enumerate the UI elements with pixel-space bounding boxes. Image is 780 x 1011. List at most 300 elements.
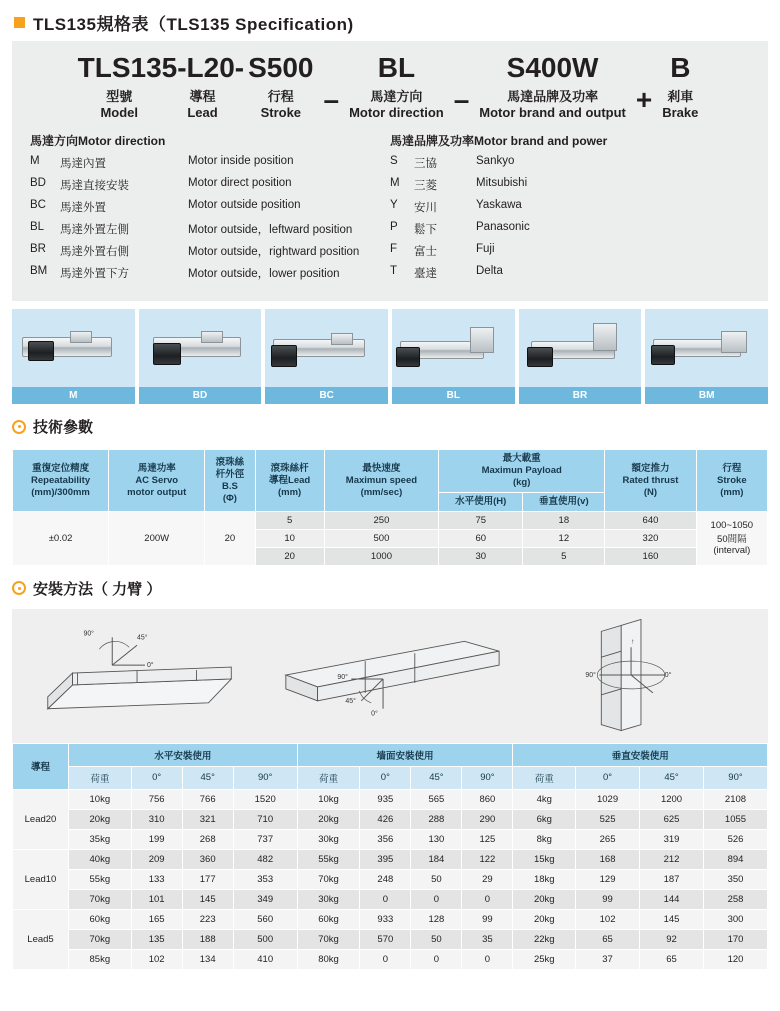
table-row	[13, 949, 768, 969]
cell-load-v: 6kg	[513, 809, 576, 829]
th-angle-w-45: 45°	[411, 766, 462, 789]
th-line: Rated thrust	[622, 474, 679, 486]
bullet-ring-icon	[12, 581, 26, 595]
th-angle-h-45: 45°	[182, 766, 233, 789]
model-code-value: TLS135-L20-	[77, 52, 245, 83]
separator-dash-1: –	[323, 84, 340, 116]
cell-w-0: 0	[360, 949, 411, 969]
legend-cn: 馬達外置左側	[60, 224, 129, 237]
angle-label: 45°	[345, 697, 356, 705]
th-stroke	[696, 450, 767, 512]
legend-abbr: M	[30, 155, 40, 168]
table-row	[13, 889, 768, 909]
cell-speed: 250	[324, 511, 438, 529]
th-line: 重復定位精度	[32, 462, 90, 474]
cell-thrust: 320	[605, 529, 696, 547]
cell-v-45: 625	[640, 809, 704, 829]
model-code-brake	[658, 53, 702, 120]
cell-payload-v: 12	[523, 529, 605, 547]
table-row	[13, 809, 768, 829]
tech-section-title	[8, 404, 772, 443]
cell-w-90: 35	[462, 929, 513, 949]
cell-v-0: 168	[576, 849, 640, 869]
cell-v-0: 37	[576, 949, 640, 969]
th-line: 行程	[722, 462, 742, 474]
brake-code-value: B	[670, 52, 691, 83]
diagram-vertical-mount	[514, 617, 762, 737]
cell-h-0: 101	[131, 889, 182, 909]
th-line: Repeatability	[31, 474, 91, 486]
brake-label-en: Brake	[662, 105, 699, 121]
cell-load-h: 20kg	[69, 809, 132, 829]
cell-load-v: 25kg	[513, 949, 576, 969]
cell-h-90: 349	[233, 889, 297, 909]
th-angle-v-45: 45°	[640, 766, 704, 789]
cell-load-v: 22kg	[513, 929, 576, 949]
th-line: (mm)/300mm	[31, 486, 90, 498]
cell-lead: 5	[255, 511, 324, 529]
cell-w-90: 0	[462, 889, 513, 909]
cell-stroke	[696, 511, 767, 565]
legend-item	[390, 221, 750, 237]
th-line: 導程Lead	[269, 474, 311, 486]
th-ball-screw	[205, 450, 255, 512]
legend-motor-brand	[390, 132, 750, 287]
actuator-image	[519, 309, 642, 387]
photo-caption: BC	[265, 387, 388, 404]
arm-load-table	[12, 743, 768, 970]
bullet-ring-icon	[12, 420, 26, 434]
cell-h-90: 560	[233, 909, 297, 929]
cell-load-w: 70kg	[297, 869, 360, 889]
brand-label-cn: 馬達品牌及功率	[507, 89, 599, 105]
th-group-vertical: 垂直安裝使用	[513, 743, 768, 766]
model-label-cn: 型號	[106, 89, 133, 105]
cell-v-45: 1200	[640, 789, 704, 809]
cell-load-v: 4kg	[513, 789, 576, 809]
cell-w-45: 130	[411, 829, 462, 849]
table-subheader-row	[13, 766, 768, 789]
photo-caption: BR	[519, 387, 642, 404]
stroke-line: 50間隔	[717, 534, 747, 546]
install-section-title	[8, 566, 772, 605]
cell-load-w: 80kg	[297, 949, 360, 969]
cell-h-0: 756	[131, 789, 182, 809]
cell-v-45: 187	[640, 869, 704, 889]
cell-lead: 10	[255, 529, 324, 547]
th-line: (mm)	[720, 486, 744, 498]
legend-cn: 安川	[414, 202, 437, 215]
install-diagrams	[18, 617, 762, 737]
legend-en: Motor outside position	[188, 199, 301, 212]
legend-en: Motor outside，lower position	[188, 268, 340, 281]
table-row	[13, 511, 768, 529]
legend-abbr: F	[390, 243, 398, 256]
legend-motor-direction	[30, 132, 390, 287]
legend-cn: 馬達外置	[60, 202, 106, 215]
diagram-vertical-svg	[514, 617, 762, 737]
th-angle-w-90: 90°	[462, 766, 513, 789]
cell-v-45: 212	[640, 849, 704, 869]
th-line: (Φ)	[222, 492, 237, 504]
legend-item	[30, 177, 390, 193]
table-group-header-row	[13, 743, 768, 766]
stroke-line: 100~1050	[710, 520, 754, 532]
actuator-photo-m	[12, 309, 135, 404]
lead-label-cn: 導程	[189, 89, 216, 105]
cell-h-90: 1520	[233, 789, 297, 809]
stroke-code-value: S500	[248, 52, 314, 83]
cell-w-45: 288	[411, 809, 462, 829]
th-rated-thrust	[605, 450, 696, 512]
th-line: Maximun speed	[345, 474, 418, 486]
legend-en: Delta	[476, 265, 503, 278]
cell-payload-v: 5	[523, 547, 605, 565]
th-line: B.S	[221, 480, 238, 492]
legend-cn: 臺達	[414, 268, 437, 281]
th-line: (mm/sec)	[360, 486, 403, 498]
cell-lead-group: Lead20	[13, 789, 69, 849]
legend-brand-title: 馬達品牌及功率Motor brand and power	[390, 134, 608, 149]
legend-en: Yaskawa	[476, 199, 522, 212]
legend-abbr: S	[390, 155, 398, 168]
cell-w-0: 933	[360, 909, 411, 929]
cell-w-90: 0	[462, 949, 513, 969]
cell-w-0: 570	[360, 929, 411, 949]
cell-h-0: 199	[131, 829, 182, 849]
table-row	[13, 909, 768, 929]
th-load-w: 荷重	[297, 766, 360, 789]
cell-v-45: 145	[640, 909, 704, 929]
photo-caption: BD	[139, 387, 262, 404]
cell-h-90: 500	[233, 929, 297, 949]
actuator-photo-bd	[139, 309, 262, 404]
legend-en: Motor inside position	[188, 155, 294, 168]
cell-h-0: 165	[131, 909, 182, 929]
cell-w-90: 125	[462, 829, 513, 849]
cell-w-45: 184	[411, 849, 462, 869]
diagram-horizontal-svg	[18, 617, 266, 737]
photo-caption: M	[12, 387, 135, 404]
diagram-wall-mount	[266, 617, 514, 737]
cell-load-v: 8kg	[513, 829, 576, 849]
cell-h-45: 145	[182, 889, 233, 909]
cell-w-0: 395	[360, 849, 411, 869]
cell-h-45: 177	[182, 869, 233, 889]
cell-h-90: 410	[233, 949, 297, 969]
cell-load-w: 30kg	[297, 829, 360, 849]
legend-abbr: Y	[390, 199, 398, 212]
cell-load-w: 55kg	[297, 849, 360, 869]
model-code-stroke	[244, 53, 317, 120]
legend-en: Sankyo	[476, 155, 515, 168]
cell-v-45: 319	[640, 829, 704, 849]
legend-item	[390, 155, 750, 171]
th-line: (kg)	[512, 477, 531, 489]
model-code-direction	[345, 53, 448, 120]
model-code-model	[78, 53, 245, 120]
angle-label: 90°	[83, 630, 94, 638]
cell-speed: 500	[324, 529, 438, 547]
cell-h-90: 353	[233, 869, 297, 889]
th-line: Stroke	[717, 474, 747, 486]
actuator-image	[265, 309, 388, 387]
th-angle-w-0: 0°	[360, 766, 411, 789]
install-section-title-text: 安裝方法（ 力臂 ）	[33, 580, 162, 598]
cell-v-90: 2108	[703, 789, 767, 809]
cell-h-45: 188	[182, 929, 233, 949]
cell-payload-h: 30	[439, 547, 523, 565]
cell-load-w: 70kg	[297, 929, 360, 949]
cell-load-v: 15kg	[513, 849, 576, 869]
cell-load-h: 35kg	[69, 829, 132, 849]
th-angle-h-90: 90°	[233, 766, 297, 789]
legend-abbr: P	[390, 221, 398, 234]
legend-item	[30, 199, 390, 215]
th-angle-v-90: 90°	[703, 766, 767, 789]
cell-v-45: 65	[640, 949, 704, 969]
cell-load-h: 70kg	[69, 889, 132, 909]
cell-load-h: 55kg	[69, 869, 132, 889]
page-title	[8, 0, 772, 41]
page-title-text: TLS135規格表（TLS135 Specification)	[33, 15, 354, 34]
legend-cn: 馬達外置下方	[60, 268, 129, 281]
th-payload-vertical: 垂直使用(v)	[523, 493, 605, 512]
cell-v-0: 129	[576, 869, 640, 889]
cell-v-90: 300	[703, 909, 767, 929]
cell-v-90: 258	[703, 889, 767, 909]
th-group-wall: 墙面安裝使用	[297, 743, 513, 766]
th-angle-v-0: 0°	[576, 766, 640, 789]
separator-plus: +	[635, 84, 653, 116]
actuator-photo-bm	[645, 309, 768, 404]
legend-cn: 馬達內置	[60, 158, 106, 171]
legend-abbr: BR	[30, 243, 46, 256]
table-row	[13, 849, 768, 869]
cell-h-90: 737	[233, 829, 297, 849]
cell-h-45: 223	[182, 909, 233, 929]
cell-thrust: 640	[605, 511, 696, 529]
angle-label: 0°	[664, 671, 672, 679]
actuator-photo-bc	[265, 309, 388, 404]
cell-h-90: 710	[233, 809, 297, 829]
angle-label: ↑	[631, 638, 635, 646]
legend-cn: 馬達直接安裝	[60, 180, 129, 193]
install-diagrams-panel	[12, 609, 768, 743]
cell-w-0: 248	[360, 869, 411, 889]
cell-w-45: 0	[411, 889, 462, 909]
table-row	[13, 789, 768, 809]
cell-v-90: 350	[703, 869, 767, 889]
th-load-h: 荷重	[69, 766, 132, 789]
legend-cn: 鬆下	[414, 224, 437, 237]
legend-abbr: BL	[30, 221, 45, 234]
separator-dash-2: –	[453, 84, 470, 116]
direction-label-cn: 馬達方向	[370, 89, 423, 105]
photo-caption: BL	[392, 387, 515, 404]
th-load-v: 荷重	[513, 766, 576, 789]
cell-v-45: 92	[640, 929, 704, 949]
cell-load-w: 60kg	[297, 909, 360, 929]
legend-en: Motor outside，rightward position	[188, 246, 360, 259]
cell-load-v: 20kg	[513, 889, 576, 909]
cell-speed: 1000	[324, 547, 438, 565]
cell-payload-h: 75	[439, 511, 523, 529]
legend-abbr: T	[390, 265, 398, 278]
angle-label: 0°	[146, 661, 154, 669]
cell-v-45: 144	[640, 889, 704, 909]
table-row	[13, 869, 768, 889]
cell-h-0: 135	[131, 929, 182, 949]
th-max-speed	[324, 450, 438, 512]
cell-w-0: 426	[360, 809, 411, 829]
th-line: Maximun Payload	[481, 465, 562, 477]
cell-v-90: 526	[703, 829, 767, 849]
legend-abbr: BC	[30, 199, 46, 212]
cell-v-0: 102	[576, 909, 640, 929]
tech-section-title-text: 技術參數	[33, 419, 94, 437]
model-code-brand	[475, 53, 630, 120]
th-payload-horizontal: 水平使用(H)	[439, 493, 523, 512]
cell-h-45: 766	[182, 789, 233, 809]
cell-h-0: 209	[131, 849, 182, 869]
legend-item	[30, 155, 390, 171]
cell-lead-group: Lead5	[13, 909, 69, 969]
th-line: (mm)	[278, 486, 302, 498]
cell-w-45: 128	[411, 909, 462, 929]
cell-h-45: 360	[182, 849, 233, 869]
cell-w-0: 935	[360, 789, 411, 809]
legend-item	[30, 221, 390, 237]
legend-abbr: M	[390, 177, 400, 190]
cell-h-45: 134	[182, 949, 233, 969]
direction-code-value: BL	[377, 52, 416, 83]
th-max-payload	[439, 450, 605, 493]
cell-h-90: 482	[233, 849, 297, 869]
cell-load-h: 10kg	[69, 789, 132, 809]
cell-load-h: 60kg	[69, 909, 132, 929]
angle-label: 90°	[337, 673, 348, 681]
th-motor-output	[109, 450, 205, 512]
actuator-photo-strip	[12, 309, 768, 404]
cell-w-45: 50	[411, 869, 462, 889]
th-lead: 導程	[13, 743, 69, 789]
cell-h-45: 321	[182, 809, 233, 829]
cell-w-90: 122	[462, 849, 513, 869]
cell-h-0: 133	[131, 869, 182, 889]
cell-load-w: 10kg	[297, 789, 360, 809]
cell-v-0: 99	[576, 889, 640, 909]
th-line: motor output	[127, 486, 187, 498]
cell-v-0: 1029	[576, 789, 640, 809]
cell-w-0: 0	[360, 889, 411, 909]
cell-w-90: 29	[462, 869, 513, 889]
cell-ball-screw: 20	[205, 511, 255, 565]
legend-item	[390, 177, 750, 193]
cell-w-90: 860	[462, 789, 513, 809]
th-line: (N)	[643, 486, 658, 498]
angle-label: 90°	[585, 671, 596, 679]
cell-v-90: 1055	[703, 809, 767, 829]
th-lead	[255, 450, 324, 512]
cell-w-45: 565	[411, 789, 462, 809]
legend-en: Panasonic	[476, 221, 530, 234]
legend-en: Motor outside，leftward position	[188, 224, 353, 237]
actuator-photo-br	[519, 309, 642, 404]
legend-item	[390, 243, 750, 259]
cell-lead-group: Lead10	[13, 849, 69, 909]
th-line: 杆外徑	[215, 468, 245, 480]
cell-v-0: 525	[576, 809, 640, 829]
cell-h-0: 310	[131, 809, 182, 829]
cell-w-90: 99	[462, 909, 513, 929]
cell-lead: 20	[255, 547, 324, 565]
cell-load-w: 20kg	[297, 809, 360, 829]
actuator-image	[392, 309, 515, 387]
legend-direction-title: 馬達方向Motor direction	[30, 134, 166, 149]
th-line: 額定推力	[631, 462, 670, 474]
cell-w-45: 0	[411, 949, 462, 969]
th-line: 馬達功率	[137, 462, 176, 474]
square-bullet-icon	[14, 17, 25, 28]
cell-v-0: 265	[576, 829, 640, 849]
legend-cn: 三菱	[414, 180, 437, 193]
th-line: AC Servo	[135, 474, 179, 486]
model-label-en: Model	[100, 105, 139, 121]
diagram-wall-svg	[266, 617, 514, 737]
angle-label: 0°	[371, 710, 378, 718]
th-repeatability	[13, 450, 109, 512]
cell-load-h: 85kg	[69, 949, 132, 969]
cell-load-h: 40kg	[69, 849, 132, 869]
legend-item	[390, 199, 750, 215]
direction-label-en: Motor direction	[349, 105, 444, 121]
cell-payload-v: 18	[523, 511, 605, 529]
legend-cn: 馬達外置右側	[60, 246, 129, 259]
cell-motor-output: 200W	[109, 511, 205, 565]
cell-w-90: 290	[462, 809, 513, 829]
technical-parameters-table	[12, 449, 768, 566]
cell-load-w: 30kg	[297, 889, 360, 909]
actuator-photo-bl	[392, 309, 515, 404]
cell-load-v: 18kg	[513, 869, 576, 889]
cell-w-45: 50	[411, 929, 462, 949]
th-line: 滾珠絲	[215, 456, 245, 468]
stroke-label-cn: 行程	[267, 89, 294, 105]
th-angle-h-0: 0°	[131, 766, 182, 789]
cell-v-90: 120	[703, 949, 767, 969]
model-code-panel	[12, 41, 768, 301]
cell-repeatability: ±0.02	[13, 511, 109, 565]
cell-load-v: 20kg	[513, 909, 576, 929]
cell-v-90: 894	[703, 849, 767, 869]
angle-label: 45°	[137, 634, 148, 642]
cell-h-0: 102	[131, 949, 182, 969]
legend-cn: 富士	[414, 246, 437, 259]
model-code-row	[30, 53, 750, 120]
legend-abbr: BM	[30, 265, 48, 278]
th-line: 最快速度	[362, 462, 401, 474]
table-header-row	[13, 450, 768, 493]
legend-abbr: BD	[30, 177, 46, 190]
photo-caption: BM	[645, 387, 768, 404]
legend-item	[30, 265, 390, 281]
stroke-label-en: Stroke	[260, 105, 302, 121]
th-line: 最大載重	[502, 453, 541, 465]
th-group-horizontal: 水平安裝使用	[69, 743, 298, 766]
table-row	[13, 929, 768, 949]
actuator-image	[645, 309, 768, 387]
